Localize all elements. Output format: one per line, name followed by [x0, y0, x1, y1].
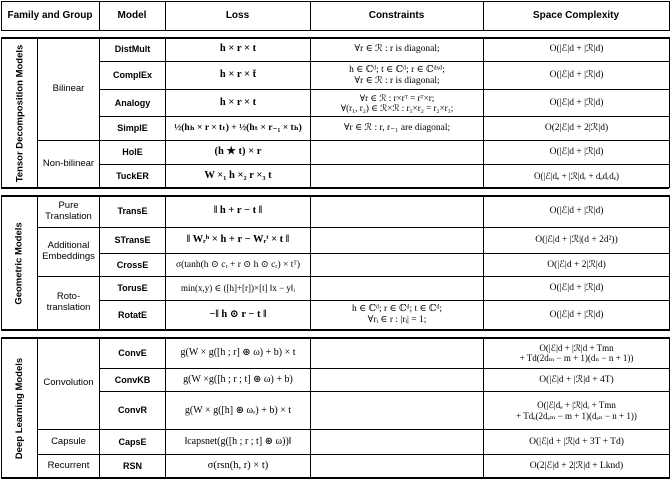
complexity-cell: O(|ℰ|d + |ℛ|(d + 2d²)) [535, 235, 618, 246]
loss-formula: (h ★ t) × r [214, 146, 262, 158]
family-deep-learning: Deep Learning Models [14, 357, 26, 459]
loss-formula: σ(rsn(h, r) × t) [207, 459, 269, 471]
complexity-cell: O(|ℰ|d + |ℛ|d + 3T + Td) [529, 436, 624, 447]
model-name: TorusE [117, 283, 148, 294]
constraints-cell [311, 141, 483, 164]
complexity-cell: O(|ℰ|d + |ℛ|d + 4T) [539, 374, 614, 385]
model-name: STransE [114, 235, 151, 246]
complexity-cell: O(|ℰ|d + |ℛ|d) [549, 206, 604, 217]
constraints-cell: h ∈ ℂᵈ; t ∈ ℂᵈ; r ∈ ℂᵈˣᵈ; ∀r ∈ ℛ : r is diagonal; [349, 64, 445, 86]
header-constraints: Constraints [368, 9, 425, 21]
constraints-cell: ∀r ∈ ℛ : r is diagonal; [354, 44, 440, 55]
header-model: Model [117, 9, 147, 21]
loss-formula: g(W × g([h ; r] ⊛ ω) + b) × t [180, 347, 296, 359]
group-pure-translation: Pure Translation [45, 199, 92, 222]
model-name: DistMult [114, 44, 151, 55]
loss-formula: ‖ Wᵣʰ × h + r − Wᵣᵗ × t ‖ [186, 234, 290, 246]
complexity-cell: O(2|ℰ|d + 2|ℛ|d + Lknd) [529, 460, 624, 471]
loss-formula: g(W ×g([h ; r ; t] ⊛ ω) + b) [183, 374, 293, 386]
complexity-cell: O(|ℰ|d + |ℛ|d) [549, 283, 604, 294]
family-tensor-decomposition: Tensor Decomposition Models [14, 44, 25, 182]
complexity-cell: O(|ℰ|d + |ℛ|d) [549, 147, 604, 158]
model-name: RSN [122, 460, 142, 471]
complexity-cell: O(|ℰ|d + 2|ℛ|d) [547, 259, 606, 270]
group-bilinear: Bilinear [52, 82, 85, 94]
complexity-cell: O(|ℰ|d + |ℛ|d) [549, 44, 604, 55]
constraints-cell: h ∈ ℂᵈ; r ∈ ℂᵈ; t ∈ ℂᵈ; ∀rᵢ ∈ r : |rᵢ| = 1; [351, 304, 443, 325]
loss-formula: h × r × t [219, 96, 257, 108]
model-name: ConvR [118, 405, 147, 416]
model-name: TuckER [116, 170, 149, 181]
constraints-cell [311, 165, 483, 187]
group-roto-translation: Roto-translation [46, 291, 91, 313]
header-family: Family and Group [7, 9, 93, 21]
loss-formula: h × r × t̄ [219, 69, 257, 81]
loss-formula: min(x,y) ∈ ([h]+[r])×[t] ‖x − y‖ᵢ [181, 283, 295, 294]
model-name: CrossE [116, 259, 149, 270]
loss-formula: ½(hₕ × r × tₜ) + ½(hₜ × r₋₁ × tₕ) [174, 123, 302, 134]
model-name: Analogy [114, 97, 151, 108]
constraints-cell: ∀r ∈ ℛ : r, r₋₁ are diagonal; [343, 123, 451, 134]
complexity-cell: O(|ℰ|d + |ℛ|d) [549, 97, 604, 108]
complexity-cell: O(|ℰ|d + |ℛ|d) [549, 309, 604, 320]
complexity-cell: O(|ℰ|dₑ + |ℛ|dᵣ + dₑdᵣdₑ) [533, 170, 620, 181]
complexity-cell: O(2|ℰ|d + 2|ℛ|d) [544, 123, 609, 134]
complexity-cell: O(|ℰ|dₑ + |ℛ|dᵣ + Tmn + Tdₑ(2dₑₘ − m + 1)(dₑₙ − n + 1)) [516, 400, 637, 421]
group-capsule: Capsule [51, 435, 86, 447]
model-name: SimplE [117, 123, 148, 134]
model-name: ConvKB [114, 374, 151, 385]
loss-formula: W ×₁ h ×₂ r ×₃ t [204, 169, 272, 181]
loss-formula: −‖ h ⊙ r − t ‖ [209, 308, 267, 320]
loss-formula: ‖capsnet(g([h ; r ; t] ⊛ ω))‖ [184, 436, 292, 448]
complexity-cell: O(|ℰ|d + |ℛ|d) [549, 70, 604, 81]
loss-formula: σ(tanh(h ⊙ cᵣ + r ⊙ h ⊙ cᵣ) × tᵀ) [175, 259, 300, 270]
header-complexity: Space Complexity [532, 9, 620, 21]
model-name: TransE [117, 206, 148, 217]
model-name: ConvE [118, 347, 147, 358]
model-name: RotatE [118, 309, 147, 320]
model-name: HolE [122, 147, 143, 158]
header-loss: Loss [225, 9, 250, 21]
group-non-bilinear: Non-bilinear [42, 157, 95, 169]
loss-formula: h × r × t [219, 43, 257, 55]
model-name: CapsE [118, 436, 147, 447]
model-name: ComplEx [112, 70, 152, 81]
loss-formula: ‖ h + r − t ‖ [213, 205, 263, 217]
constraints-cell: ∀r ∈ ℛ : r×rᵀ = rᵀ×r; ∀(r₁, r₂) ∈ ℛ×ℛ : r₁×r₂ = r₂×r₁; [340, 92, 454, 113]
group-convolution: Convolution [43, 377, 94, 389]
group-additional-embeddings: Additional Embeddings [42, 240, 95, 262]
loss-formula: g(W × g([h] ⊛ ωᵣ) + b) × t [184, 404, 292, 416]
group-recurrent: Recurrent [47, 459, 90, 471]
complexity-cell: O(|ℰ|d + |ℛ|d + Tmn + Td(2dₘ − m + 1)(dₙ − n + 1)) [519, 342, 634, 363]
family-geometric: Geometric Models [14, 221, 26, 305]
